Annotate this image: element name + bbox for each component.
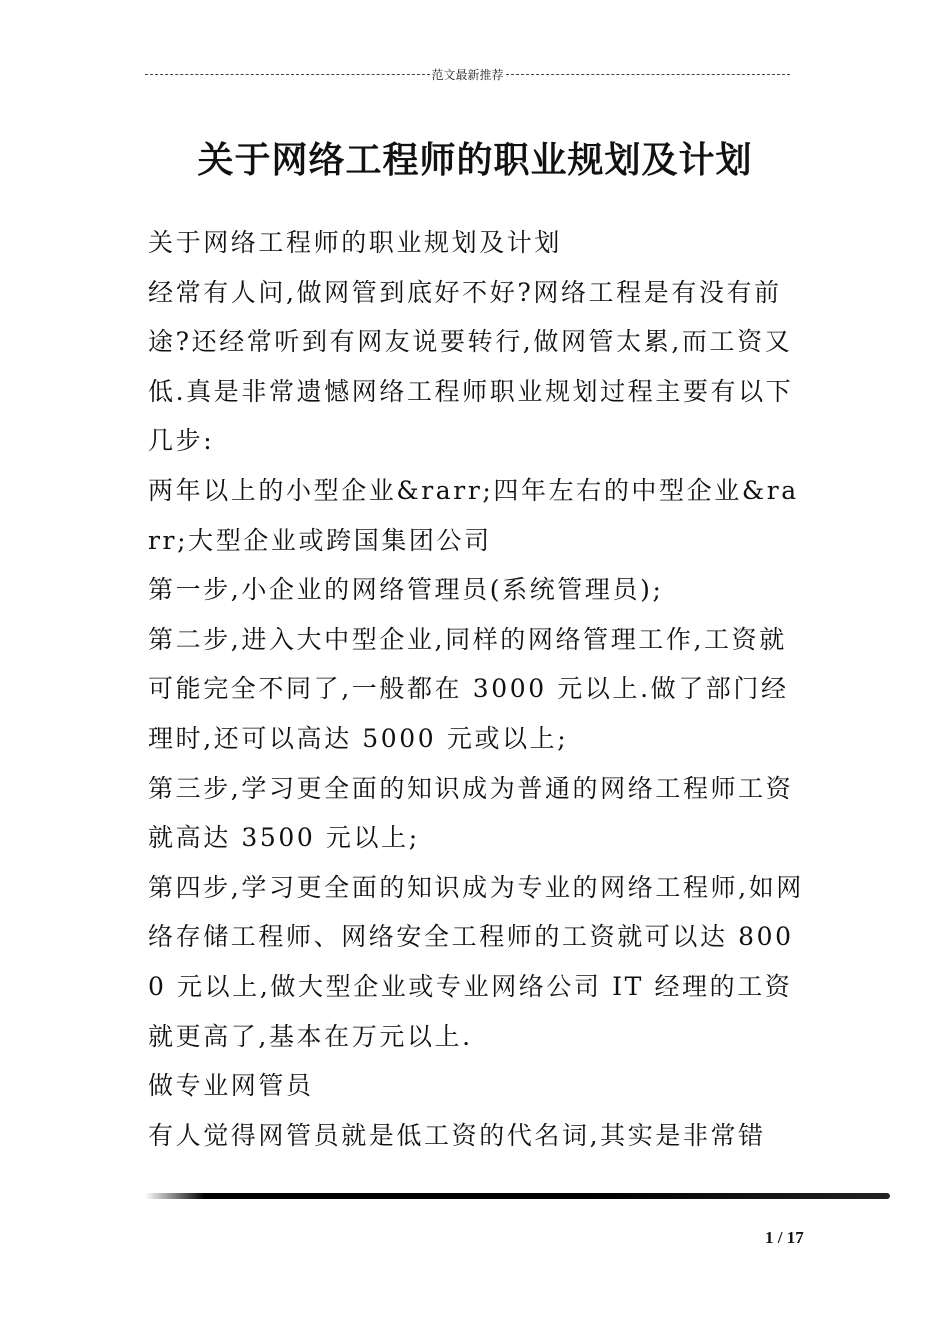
header-dash-right [506,74,791,75]
paragraph: 做专业网管员 [148,1071,314,1101]
paragraph: 第三步,学习更全面的知识成为普通的网络工程师工资就高达 3500 元以上; [148,773,794,853]
paragraph: 第四步,学习更全面的知识成为专业的网络工程师,如网络存储工程师、网络安全工程师的工资就可以达 8000 元以上,做大型企业或专业网络公司 IT 经理的工资就更高了,基本在万元以上. [148,872,804,1051]
paragraph: 第一步,小企业的网络管理员(系统管理员); [148,575,664,605]
paragraph: 第二步,进入大中型企业,同样的网络管理工作,工资就可能完全不同了,一般都在 3000 元以上.做了部门经理时,还可以高达 5000 元或以上; [148,624,789,753]
paragraph: 关于网络工程师的职业规划及计划 [148,228,563,257]
header-dash-left [145,74,430,75]
document-body [148,218,808,1160]
page-header [145,66,790,83]
footer-rule [145,1193,890,1199]
document-title: 关于网络工程师的职业规划及计划 [197,139,753,181]
paragraph: 两年以上的小型企业&rarr;四年左右的中型企业&rarr;大型企业或跨国集团公司 [148,475,799,555]
paragraph: 经常有人问,做网管到底好不好?网络工程是有没有前途?还经常听到有网友说要转行,做网管太累,而工资又低.真是非常遗憾网络工程师职业规划过程主要有以下几步: [148,277,794,456]
paragraph: 有人觉得网管员就是低工资的代名词,其实是非常错 [148,1120,766,1150]
page-number: 1 / 17 [765,1228,804,1247]
header-text: 范文最新推荐 [431,68,504,82]
